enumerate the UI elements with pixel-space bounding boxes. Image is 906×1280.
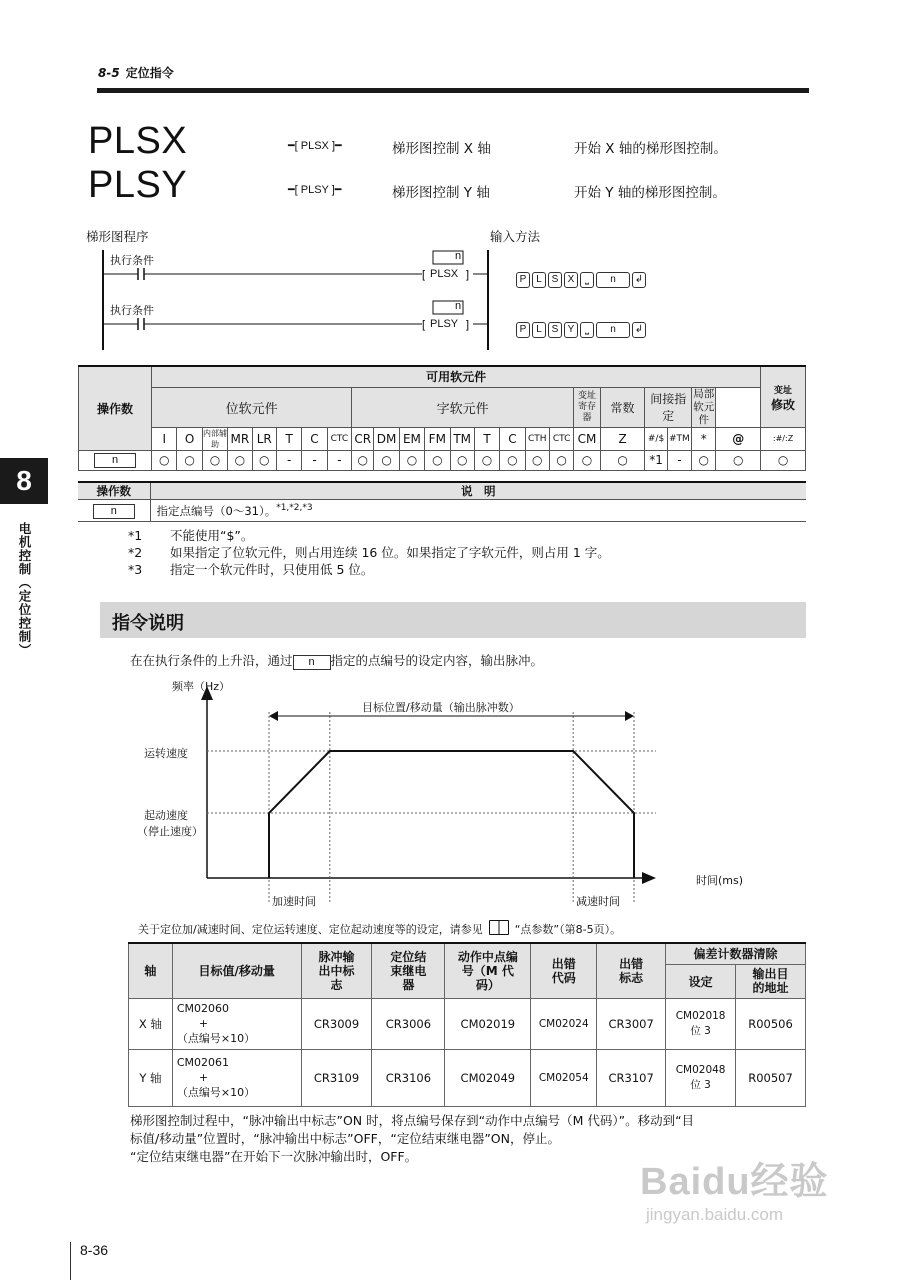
th-pulse-flag: 脉冲输出中标志 bbox=[301, 943, 372, 998]
cell-pulse-flag: CR3009 bbox=[301, 998, 372, 1049]
device-col-header: C bbox=[500, 427, 525, 450]
footer-line: 梯形图控制过程中，“脉冲输出中标志”ON 时，将点编号保存到“动作中点编号（M 代码）”。移动到“目 bbox=[130, 1113, 695, 1128]
th-deviation-clear: 偏差计数器清除 bbox=[666, 943, 806, 964]
th-output-dest: 输出目的地址 bbox=[736, 964, 806, 998]
th-axis: 轴 bbox=[129, 943, 173, 998]
instruction-desc-plsx: 开始 X 轴的梯形图控制。 bbox=[574, 141, 727, 157]
note-3: *3 指定一个软元件时，只使用低 5 位。 bbox=[128, 562, 374, 577]
word-device-group: 字软元件 bbox=[352, 387, 574, 427]
notes bbox=[128, 527, 610, 578]
speed-profile-line bbox=[269, 751, 634, 878]
device-row-operand bbox=[79, 450, 152, 470]
local-device-group: 局部软元件 bbox=[693, 387, 715, 426]
key: S bbox=[548, 322, 562, 338]
device-col-header: TM bbox=[450, 427, 474, 450]
constant-group: 常数 bbox=[600, 387, 645, 427]
operand-table bbox=[78, 481, 806, 522]
footer-paragraph bbox=[130, 1112, 694, 1166]
level-label-run: 运转速度 bbox=[144, 747, 188, 760]
device-cell: ○ bbox=[549, 450, 573, 470]
device-col-header: C bbox=[302, 427, 327, 450]
x-axis-label: 时间(ms) bbox=[696, 874, 744, 887]
axis-table bbox=[128, 942, 806, 1107]
rung1-condition: 执行条件 bbox=[110, 254, 154, 267]
section-band-title: 指令说明 bbox=[112, 613, 184, 634]
cell-error-code: CM02054 bbox=[531, 1049, 597, 1106]
device-cell: ○ bbox=[716, 450, 761, 470]
key: L bbox=[532, 322, 546, 338]
index-register-group: 变址寄存器 bbox=[574, 387, 600, 427]
cell-axis: Y 轴 bbox=[129, 1049, 173, 1106]
device-col-header: LR bbox=[252, 427, 276, 450]
coil-symbol-plsx: ━[ PLSX ]━ bbox=[288, 140, 342, 152]
device-cell: - bbox=[667, 450, 691, 470]
device-cell: - bbox=[302, 450, 327, 470]
operand-col-header: 操作数 bbox=[78, 482, 150, 500]
axis-row-y bbox=[129, 1049, 806, 1106]
device-col-header: Z bbox=[600, 427, 645, 450]
device-col-header: CTC bbox=[327, 427, 351, 450]
level-label-start: 起动速度 bbox=[144, 809, 188, 822]
device-cell: ○ bbox=[425, 450, 450, 470]
intro-text: 在在执行条件的上升沿，通过 n 指定的点编号的设定内容，输出脉冲。 bbox=[130, 653, 544, 668]
cell-error-flag: CR3107 bbox=[597, 1049, 666, 1106]
key: P bbox=[516, 322, 530, 338]
key: ⎵ bbox=[580, 322, 594, 338]
device-cell: ○ bbox=[450, 450, 474, 470]
span-label: 目标位置/移动量（输出脉冲数） bbox=[362, 701, 520, 714]
device-cell: ○ bbox=[374, 450, 399, 470]
device-cell: ○ bbox=[352, 450, 374, 470]
th-end-relay: 定位结束继电器 bbox=[372, 943, 445, 998]
page-number: 8-36 bbox=[80, 1242, 109, 1258]
device-cell: ○ bbox=[152, 450, 177, 470]
cell-mcode: CM02049 bbox=[445, 1049, 531, 1106]
phase-label-accel: 加速时间 bbox=[272, 895, 316, 908]
operand-tag: n bbox=[94, 453, 136, 468]
span-arrow-left bbox=[269, 711, 278, 721]
device-cell: - bbox=[327, 450, 351, 470]
cell-mcode: CM02019 bbox=[445, 998, 531, 1049]
cell-error-flag: CR3007 bbox=[597, 998, 666, 1049]
device-col-header: @ bbox=[716, 427, 761, 450]
th-error-code: 出错代码 bbox=[531, 943, 597, 998]
rung2-condition: 执行条件 bbox=[110, 304, 154, 317]
chapter-title: 电机控制（定位控制） bbox=[17, 522, 32, 657]
device-col-header: CR bbox=[352, 427, 374, 450]
section-number: 8-5 bbox=[98, 66, 120, 80]
device-col-header: 内部辅助 bbox=[203, 428, 228, 449]
description-col-header: 说 明 bbox=[150, 482, 806, 500]
intro-operand-tag: n bbox=[293, 655, 331, 670]
rung1-coil: PLSX bbox=[430, 268, 459, 280]
device-cell: ○ bbox=[202, 450, 227, 470]
device-cell: *1 bbox=[645, 450, 667, 470]
key: n bbox=[596, 272, 630, 288]
device-cell: ○ bbox=[474, 450, 499, 470]
section-title: 定位指令 bbox=[125, 66, 174, 80]
device-cell: ○ bbox=[600, 450, 645, 470]
ladder-title: 梯形图程序 bbox=[86, 229, 149, 244]
page-rule bbox=[70, 1242, 71, 1280]
device-col-header: O bbox=[177, 427, 202, 450]
y-axis-label: 频率（Hz） bbox=[172, 680, 231, 693]
watermark-url: jingyan.baidu.com bbox=[646, 1205, 784, 1224]
footer-line: 标值/移动量”位置时，“脉冲输出中标志”OFF，“定位结束继电器”ON，停止。 bbox=[130, 1131, 561, 1146]
param-reference: 关于定位加/减速时间、定位运转速度、定位起动速度等的设定，请参见 “点参数”（第8-5页）。 bbox=[138, 920, 621, 937]
available-devices-header: 可用软元件 bbox=[152, 366, 761, 387]
device-col-header: #TM bbox=[667, 427, 691, 450]
device-col-header: CTC bbox=[549, 427, 573, 450]
operand-header: 操作数 bbox=[79, 366, 152, 450]
key: ↲ bbox=[632, 272, 646, 288]
instruction-name-plsy: 梯形图控制 Y 轴 bbox=[392, 185, 490, 201]
note-2: *2 如果指定了位软元件，则占用连续 16 位。如果指定了字软元件，则占用 1 字。 bbox=[128, 545, 610, 560]
span-arrow-right bbox=[625, 711, 634, 721]
device-col-header: CM bbox=[574, 427, 600, 450]
book-icon bbox=[489, 920, 509, 935]
th-target: 目标值/移动量 bbox=[172, 943, 301, 998]
index-mod-header: 变址 修改 bbox=[761, 366, 806, 427]
key: n bbox=[596, 322, 630, 338]
key: S bbox=[548, 272, 562, 288]
operand-cell bbox=[78, 500, 150, 522]
cell-output-dest: R00507 bbox=[736, 1049, 806, 1106]
axis-row-x bbox=[129, 998, 806, 1049]
device-col-header: * bbox=[692, 427, 716, 450]
operand-tag: n bbox=[93, 504, 135, 519]
svg-text:[: [ bbox=[422, 269, 426, 281]
cell-pulse-flag: CR3109 bbox=[301, 1049, 372, 1106]
cell-target: CM02061 + （点编号×10） bbox=[172, 1049, 301, 1106]
rung1-operand: n bbox=[454, 250, 462, 262]
key-input-plsx bbox=[516, 267, 648, 288]
section-header bbox=[98, 64, 174, 81]
watermark bbox=[640, 1150, 829, 1225]
device-col-header: T bbox=[276, 427, 301, 450]
device-col-header: EM bbox=[399, 427, 424, 450]
svg-text:]: ] bbox=[466, 269, 470, 281]
device-table bbox=[78, 365, 806, 471]
watermark-brand: Baidu经验 bbox=[640, 1161, 829, 1203]
section-band bbox=[100, 602, 806, 638]
key: ⎵ bbox=[580, 272, 594, 288]
th-mcode: 动作中点编号（M 代码） bbox=[445, 943, 531, 998]
cell-setting: CM02018 位 3 bbox=[666, 998, 736, 1049]
coil-symbol-plsy: ━[ PLSY ]━ bbox=[288, 184, 342, 196]
device-cell: ○ bbox=[761, 450, 806, 470]
input-method-title: 输入方法 bbox=[490, 229, 541, 244]
device-col-header: I bbox=[152, 427, 177, 450]
th-setting: 设定 bbox=[666, 964, 736, 998]
key: ↲ bbox=[632, 322, 646, 338]
device-cell: ○ bbox=[399, 450, 424, 470]
device-cell: ○ bbox=[252, 450, 276, 470]
x-axis-arrow bbox=[642, 872, 656, 884]
device-col-header: #/$ bbox=[645, 427, 667, 450]
device-col-header: MR bbox=[228, 427, 252, 450]
key: P bbox=[516, 272, 530, 288]
cell-axis: X 轴 bbox=[129, 998, 173, 1049]
footer-line: “定位结束继电器”在开始下一次脉冲输出时，OFF。 bbox=[130, 1149, 418, 1164]
mnemonic-plsx: PLSX bbox=[88, 120, 188, 162]
key: X bbox=[564, 272, 578, 288]
device-cell: ○ bbox=[525, 450, 549, 470]
bit-device-group: 位软元件 bbox=[152, 387, 352, 427]
device-col-header: FM bbox=[425, 427, 450, 450]
cell-setting: CM02048 位 3 bbox=[666, 1049, 736, 1106]
device-cell: ○ bbox=[574, 450, 600, 470]
rung2-coil: PLSY bbox=[430, 318, 459, 330]
cell-error-code: CM02024 bbox=[531, 998, 597, 1049]
device-col-header: DM bbox=[374, 427, 399, 450]
device-col-header: CTH bbox=[525, 427, 549, 450]
mnemonic-plsy: PLSY bbox=[88, 164, 188, 206]
note-1: *1 不能使用“$”。 bbox=[128, 528, 254, 543]
key: L bbox=[532, 272, 546, 288]
cell-output-dest: R00506 bbox=[736, 998, 806, 1049]
cell-end-relay: CR3006 bbox=[372, 998, 445, 1049]
key-input-plsy bbox=[516, 317, 648, 338]
key: Y bbox=[564, 322, 578, 338]
cell-end-relay: CR3106 bbox=[372, 1049, 445, 1106]
indirect-group: 间接指定 bbox=[645, 387, 692, 427]
instruction-name-plsx: 梯形图控制 X 轴 bbox=[392, 141, 491, 157]
level-label-stop: （停止速度） bbox=[137, 825, 203, 838]
device-col-header: :#/:Z bbox=[761, 427, 806, 450]
instruction-desc-plsy: 开始 Y 轴的梯形图控制。 bbox=[574, 185, 726, 201]
device-cell: ○ bbox=[228, 450, 252, 470]
th-error-flag: 出错标志 bbox=[597, 943, 666, 998]
operand-description: 指定点编号（0～31）。$^{*1,*2,*3}$ bbox=[150, 500, 806, 522]
svg-text:]: ] bbox=[466, 319, 470, 331]
device-col-header: T bbox=[474, 427, 499, 450]
header-rule bbox=[97, 88, 809, 93]
device-cell: ○ bbox=[500, 450, 525, 470]
device-cell: ○ bbox=[692, 450, 716, 470]
svg-text:[: [ bbox=[422, 319, 426, 331]
rung2-operand: n bbox=[454, 300, 462, 312]
device-cell: - bbox=[276, 450, 301, 470]
cell-target: CM02060 + （点编号×10） bbox=[172, 998, 301, 1049]
phase-label-decel: 减速时间 bbox=[576, 895, 620, 908]
device-cell: ○ bbox=[177, 450, 202, 470]
chapter-number: 8 bbox=[0, 458, 48, 504]
